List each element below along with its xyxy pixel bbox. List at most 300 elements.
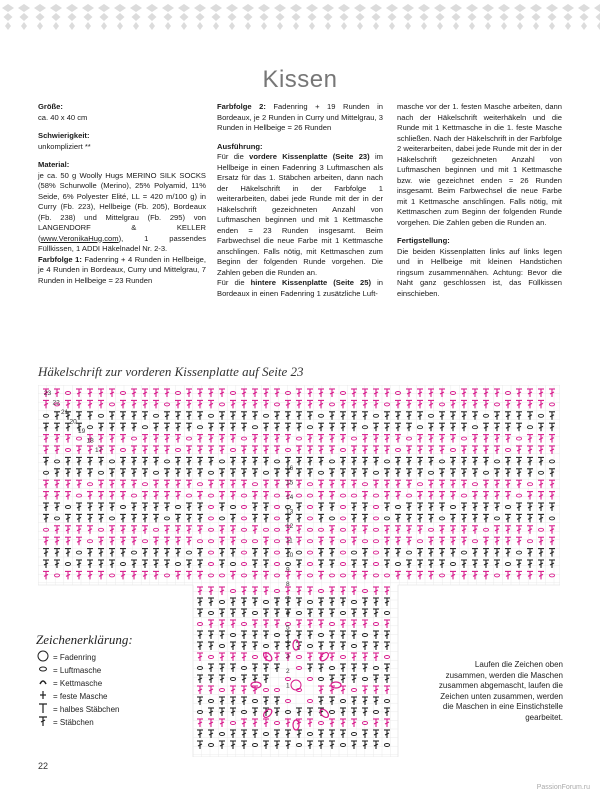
- stitch-mark: [373, 730, 379, 738]
- stitch-mark: [340, 612, 345, 615]
- stitch-mark: [296, 744, 301, 747]
- stitch-mark: [142, 526, 148, 534]
- stitch-mark: [318, 423, 324, 431]
- stitch-mark: [340, 656, 345, 659]
- stitch-mark: [428, 560, 434, 568]
- stitch-mark: [362, 678, 367, 681]
- stitch-mark: [296, 389, 302, 397]
- stitch-mark: [109, 446, 115, 454]
- stitch-mark: [219, 733, 224, 736]
- stitch-mark: [483, 492, 489, 500]
- deco-diamond: [85, 22, 91, 30]
- stitch-mark: [329, 389, 335, 397]
- stitch-mark: [318, 514, 324, 522]
- stitch-mark: [505, 492, 511, 500]
- stitch-mark: [362, 642, 368, 650]
- stitch-mark: [241, 653, 247, 661]
- stitch-mark: [483, 549, 489, 557]
- stitch-mark: [87, 457, 93, 465]
- stitch-mark: [417, 503, 423, 511]
- stitch-mark: [527, 446, 533, 454]
- stitch-mark: [527, 503, 533, 511]
- stitch-mark: [296, 667, 301, 670]
- stitch-mark: [318, 664, 324, 672]
- stitch-mark: [197, 412, 203, 420]
- stitch-mark: [329, 492, 335, 500]
- stitch-mark: [362, 400, 368, 408]
- stitch-mark: [219, 664, 225, 672]
- stitch-mark: [362, 560, 368, 568]
- deco-diamond: [116, 13, 125, 21]
- round-label: 13: [286, 508, 294, 516]
- stitch-mark: [241, 389, 247, 397]
- stitch-mark: [461, 537, 467, 545]
- stitch-mark: [505, 537, 511, 545]
- stitch-mark: [296, 560, 302, 568]
- stitch-mark: [175, 457, 181, 465]
- deco-diamond: [421, 22, 427, 30]
- material-heading: Material:: [38, 160, 70, 169]
- stitch-mark: [439, 412, 445, 420]
- stitch-mark: [384, 587, 390, 595]
- stitch-mark: [175, 549, 181, 557]
- deco-diamond: [132, 13, 141, 21]
- stitch-mark: [219, 423, 225, 431]
- stitch-mark: [175, 492, 181, 500]
- stitch-mark: [307, 741, 313, 749]
- stitch-mark: [329, 446, 335, 454]
- stitch-mark: [538, 480, 544, 488]
- stitch-mark: [230, 571, 236, 579]
- stitch-mark: [219, 537, 225, 545]
- stitch-mark: [153, 480, 159, 488]
- text-column-3: [397, 102, 562, 299]
- stitch-mark: [120, 537, 126, 545]
- stitch-mark: [274, 664, 280, 672]
- stitch-mark: [263, 414, 268, 417]
- stitch-mark: [230, 400, 236, 408]
- stitch-mark: [241, 563, 246, 566]
- stitch-mark: [505, 526, 511, 534]
- stitch-mark: [274, 435, 280, 443]
- stitch-mark: [494, 503, 500, 511]
- stitch-mark: [395, 423, 401, 431]
- stitch-mark: [516, 537, 522, 545]
- stitch-mark: [340, 528, 345, 531]
- stitch-mark: [329, 741, 335, 749]
- deco-diamond: [261, 22, 267, 30]
- stitch-mark: [472, 540, 477, 543]
- legend: [36, 632, 206, 729]
- stitch-mark: [87, 560, 93, 568]
- stitch-mark: [274, 423, 280, 431]
- legend-item: = Kettmasche: [36, 677, 206, 690]
- stitch-mark: [263, 435, 269, 443]
- stitch-mark: [296, 400, 302, 408]
- stitch-mark: [483, 528, 488, 531]
- stitch-mark: [164, 480, 170, 488]
- stitch-mark: [472, 571, 478, 579]
- stitch-mark: [340, 631, 346, 639]
- website-link[interactable]: www.VeronikaHug.com: [40, 233, 119, 243]
- stitch-mark: [505, 549, 511, 557]
- deco-diamond: [37, 22, 43, 30]
- stitch-mark: [87, 571, 93, 579]
- stitch-mark: [274, 389, 280, 397]
- stitch-mark: [120, 469, 126, 477]
- stitch-mark: [230, 435, 236, 443]
- stitch-mark: [527, 412, 533, 420]
- stitch-mark: [241, 551, 246, 554]
- stitch-mark: [406, 514, 412, 522]
- stitch-mark: [505, 563, 510, 566]
- stitch-mark: [285, 392, 290, 395]
- stitch-mark: [241, 446, 247, 454]
- stitch-mark: [120, 400, 126, 408]
- stitch-mark: [384, 517, 389, 520]
- deco-diamond: [578, 4, 590, 12]
- stitch-mark: [120, 480, 126, 488]
- stitch-mark: [87, 426, 92, 429]
- stitch-mark: [428, 514, 434, 522]
- stitch-mark: [87, 540, 92, 543]
- stitch-mark: [428, 414, 433, 417]
- stitch-mark: [219, 435, 225, 443]
- stitch-mark: [208, 551, 213, 554]
- stitch-mark: [120, 449, 125, 452]
- stitch-mark: [428, 457, 434, 465]
- stitch-mark: [131, 389, 137, 397]
- stitch-mark: [318, 634, 323, 637]
- stitch-mark: [406, 469, 412, 477]
- stitch-mark: [263, 733, 268, 736]
- deco-diamond: [404, 13, 413, 21]
- deco-diamond: [372, 13, 381, 21]
- stitch-mark: [505, 449, 510, 452]
- stitch-mark: [263, 389, 269, 397]
- stitch-mark: [98, 414, 103, 417]
- stitch-mark: [307, 645, 312, 648]
- stitch-mark: [285, 700, 290, 703]
- stitch-mark: [186, 412, 192, 420]
- deco-diamond: [322, 4, 334, 12]
- stitch-mark: [98, 389, 104, 397]
- stitch-mark: [186, 537, 192, 545]
- stitch-mark: [164, 537, 170, 545]
- stitch-mark: [54, 446, 60, 454]
- stitch-mark: [208, 400, 214, 408]
- deco-diamond: [309, 22, 315, 30]
- stitch-mark: [241, 697, 247, 705]
- stitch-mark: [263, 697, 269, 705]
- stitch-mark: [461, 412, 467, 420]
- stitch-mark: [197, 514, 203, 522]
- stitch-mark: [197, 426, 202, 429]
- stitch-mark: [186, 423, 192, 431]
- stitch-mark: [318, 642, 324, 650]
- stitch-mark: [263, 609, 269, 617]
- stitch-mark: [98, 423, 104, 431]
- stitch-mark: [197, 503, 203, 511]
- stitch-mark: [318, 480, 324, 488]
- stitch-mark: [461, 389, 467, 397]
- stitch-mark: [98, 549, 104, 557]
- stitch-mark: [373, 587, 379, 595]
- stitch-mark: [516, 514, 522, 522]
- deco-diamond: [436, 13, 445, 21]
- stitch-mark: [131, 503, 137, 511]
- stitch-mark: [208, 540, 213, 543]
- stitch-mark: [208, 457, 214, 465]
- deco-diamond: [341, 22, 347, 30]
- round-label: 10: [286, 552, 294, 559]
- deco-diamond: [212, 13, 221, 21]
- stitch-mark: [219, 631, 225, 639]
- stitch-mark: [362, 609, 368, 617]
- stitch-mark: [43, 549, 49, 557]
- stitch-mark: [263, 620, 269, 628]
- deco-diamond: [228, 13, 237, 21]
- material-text: je ca. 50 g Woolly Hugs MERINO SILK SOCKS (58% Schurwolle (Merino), 25% Polyamid, 11% Seide, 6% Polyester Elité, LL = 420 m/100 g) in Curry (Fb. 223), Hellbeige (Fb. 205), Bordeaux (Fb. 238) und Mittelgrau (Fb. 295) von LANGENDORF & KELLER (www.VeronikaHug.com), 1 passendes Füllkissen, 1 ADDI Häkelnadel Nr. 2-3.: [38, 170, 206, 253]
- stitch-mark: [406, 551, 411, 554]
- stitch-mark: [186, 446, 192, 454]
- stitch-mark: [538, 471, 543, 474]
- stitch-mark: [285, 563, 290, 566]
- stitch-mark: [197, 400, 203, 408]
- stitch-mark: [65, 469, 71, 477]
- deco-diamond: [514, 4, 526, 12]
- stitch-mark: [417, 426, 422, 429]
- stitch-mark: [43, 446, 49, 454]
- stitch-mark: [87, 492, 93, 500]
- stitch-mark: [329, 435, 335, 443]
- stitch-mark: [120, 549, 126, 557]
- stitch-mark: [109, 537, 115, 545]
- stitch-mark: [65, 449, 70, 452]
- round-label: 19: [78, 428, 86, 435]
- finishing-heading: Fertigstellung:: [397, 236, 450, 245]
- stitch-mark: [307, 587, 313, 595]
- stitch-mark: [43, 414, 48, 417]
- deco-diamond: [453, 22, 459, 30]
- stitch-mark: [296, 708, 302, 716]
- stitch-mark: [285, 711, 290, 714]
- stitch-mark: [307, 733, 312, 736]
- round-label: 20: [69, 418, 77, 426]
- stitch-mark: [439, 526, 445, 534]
- stitch-mark: [43, 492, 49, 500]
- stitch-mark: [417, 412, 423, 420]
- stitch-mark: [384, 598, 390, 606]
- stitch-mark: [373, 653, 379, 661]
- stitch-mark: [241, 587, 247, 595]
- stitch-mark: [505, 469, 511, 477]
- stitch-mark: [197, 446, 203, 454]
- stitch-mark: [296, 730, 302, 738]
- stitch-mark: [461, 480, 467, 488]
- stitch-mark: [340, 700, 345, 703]
- stitch-mark: [318, 389, 324, 397]
- stitch-mark: [318, 414, 323, 417]
- stitch-mark: [296, 480, 302, 488]
- stitch-mark: [538, 560, 544, 568]
- stitch-mark: [274, 412, 280, 420]
- stitch-mark: [54, 469, 60, 477]
- stitch-mark: [340, 642, 346, 650]
- stitch-mark: [43, 560, 49, 568]
- stitch-mark: [230, 722, 235, 725]
- stitch-mark: [230, 730, 236, 738]
- stitch-mark: [87, 446, 93, 454]
- stitch-mark: [153, 514, 159, 522]
- stitch-mark: [230, 469, 236, 477]
- stitch-mark: [142, 492, 148, 500]
- stitch-mark: [373, 457, 379, 465]
- stitch-mark: [296, 457, 302, 465]
- stitch-mark: [175, 526, 181, 534]
- stitch-mark: [362, 664, 368, 672]
- stitch-mark: [142, 571, 148, 579]
- stitch-mark: [296, 656, 301, 659]
- stitch-mark: [505, 392, 510, 395]
- stitch-mark: [208, 675, 214, 683]
- stitch-mark: [340, 412, 346, 420]
- stitch-mark: [340, 517, 345, 520]
- stitch-mark: [164, 446, 170, 454]
- stitch-mark: [395, 492, 401, 500]
- stitch-mark: [109, 549, 115, 557]
- stitch-mark: [109, 492, 115, 500]
- stitch-mark: [406, 526, 412, 534]
- stitch-mark: [241, 540, 246, 543]
- stitch-mark: [307, 517, 312, 520]
- stitch-mark: [373, 563, 378, 566]
- stitch-mark: [43, 400, 49, 408]
- stitch-mark: [285, 741, 291, 749]
- stitch-mark: [340, 392, 345, 395]
- stitch-mark: [527, 389, 533, 397]
- stitch-mark: [164, 549, 170, 557]
- stitch-mark: [395, 526, 401, 534]
- stitch-mark: [175, 469, 181, 477]
- stitch-mark: [483, 571, 489, 579]
- stitch-mark: [263, 601, 268, 604]
- stitch-mark: [538, 457, 544, 465]
- stitch-mark: [472, 435, 478, 443]
- deco-diamond: [292, 13, 301, 21]
- stitch-mark: [395, 506, 400, 509]
- stitch-mark: [65, 549, 71, 557]
- difficulty-text: unkompliziert **: [38, 141, 91, 151]
- stitch-mark: [439, 549, 445, 557]
- stitch-mark: [318, 537, 324, 545]
- stitch-mark: [406, 412, 412, 420]
- stitch-mark: [417, 526, 423, 534]
- stitch-mark: [43, 471, 48, 474]
- stitch-mark: [65, 400, 71, 408]
- stitch-mark: [208, 517, 213, 520]
- deco-diamond: [549, 22, 555, 30]
- stitch-mark: [406, 560, 412, 568]
- deco-diamond: [50, 4, 62, 12]
- deco-diamond: [194, 4, 206, 12]
- stitch-mark: [340, 620, 346, 628]
- stitch-mark: [483, 457, 489, 465]
- stitch-mark: [197, 492, 203, 500]
- stitch-mark: [43, 503, 49, 511]
- stitch-mark: [219, 645, 224, 648]
- stitch-mark: [329, 587, 335, 595]
- stitch-mark: [230, 598, 236, 606]
- stitch-mark: [373, 686, 379, 694]
- stitch-mark: [197, 549, 203, 557]
- stitch-mark: [417, 469, 423, 477]
- deco-diamond: [533, 22, 539, 30]
- stitch-mark: [538, 514, 544, 522]
- stitch-mark: [362, 426, 367, 429]
- stitch-mark: [373, 446, 379, 454]
- stitch-mark: [428, 537, 434, 545]
- deco-diamond: [290, 4, 302, 12]
- stitch-mark: [538, 435, 544, 443]
- stitch-mark: [307, 412, 313, 420]
- stitch-mark: [197, 469, 203, 477]
- stitch-mark: [98, 514, 104, 522]
- stitch-mark: [472, 549, 478, 557]
- stitch-mark: [494, 469, 500, 477]
- stitch-mark: [164, 412, 170, 420]
- stitch-mark: [109, 423, 115, 431]
- stitch-mark: [296, 551, 301, 554]
- instructions-front: Für die vordere Kissenplatte (Seite 23) im Hellbeige in einen Fadenring 3 Luftmaschen als Ersatz für das 1. Stäbchen arbeiten, dann nach der Häkelschrift in der Farbfolge 1 weiterarbeiten, dabei jede Runde mit der in der Häkelschrift gezeichneten Anzahl von Luftmaschen beginnen und mit 1 Kettmasche enden = 23 Runden insgesamt. Beim Farbwechsel die neue Farbe mit 1 Kettmasche anschlingen. Falls nötig, mit Kettmaschen zum Beginn der folgenden Runde vorgehen. Die Zahlen geben die Runden an.: [217, 152, 383, 277]
- stitch-mark: [538, 571, 544, 579]
- stitch-mark: [219, 689, 224, 692]
- deco-diamond: [354, 4, 366, 12]
- deco-diamond: [36, 13, 45, 21]
- stitch-mark: [395, 571, 401, 579]
- stitch-mark: [241, 506, 246, 509]
- stitch-mark: [131, 526, 137, 534]
- stitch-mark: [417, 446, 423, 454]
- stitch-mark: [230, 634, 235, 637]
- stitch-mark: [131, 412, 137, 420]
- stitch-mark: [109, 469, 115, 477]
- stitch-mark: [505, 435, 511, 443]
- stitch-mark: [351, 437, 356, 440]
- deco-diamond: [356, 13, 365, 21]
- stitch-mark: [538, 492, 544, 500]
- stitch-mark: [186, 469, 192, 477]
- stitch-mark: [98, 492, 104, 500]
- stitch-mark: [54, 526, 60, 534]
- stitch-mark: [340, 664, 346, 672]
- stitch-mark: [362, 457, 368, 465]
- stitch-mark: [241, 642, 247, 650]
- stitch-mark: [329, 642, 335, 650]
- stitch-mark: [263, 587, 269, 595]
- stitch-mark: [483, 414, 488, 417]
- deco-diamond: [84, 13, 93, 21]
- stitch-mark: [164, 560, 170, 568]
- stitch-mark: [285, 631, 291, 639]
- legend-item: = Luftmasche: [36, 664, 206, 677]
- deco-diamond: [338, 4, 350, 12]
- round-label: 6: [286, 610, 290, 617]
- stitch-mark: [362, 722, 367, 725]
- stitch-mark: [43, 480, 49, 488]
- deco-diamond: [21, 22, 27, 30]
- stitch-mark: [461, 423, 467, 431]
